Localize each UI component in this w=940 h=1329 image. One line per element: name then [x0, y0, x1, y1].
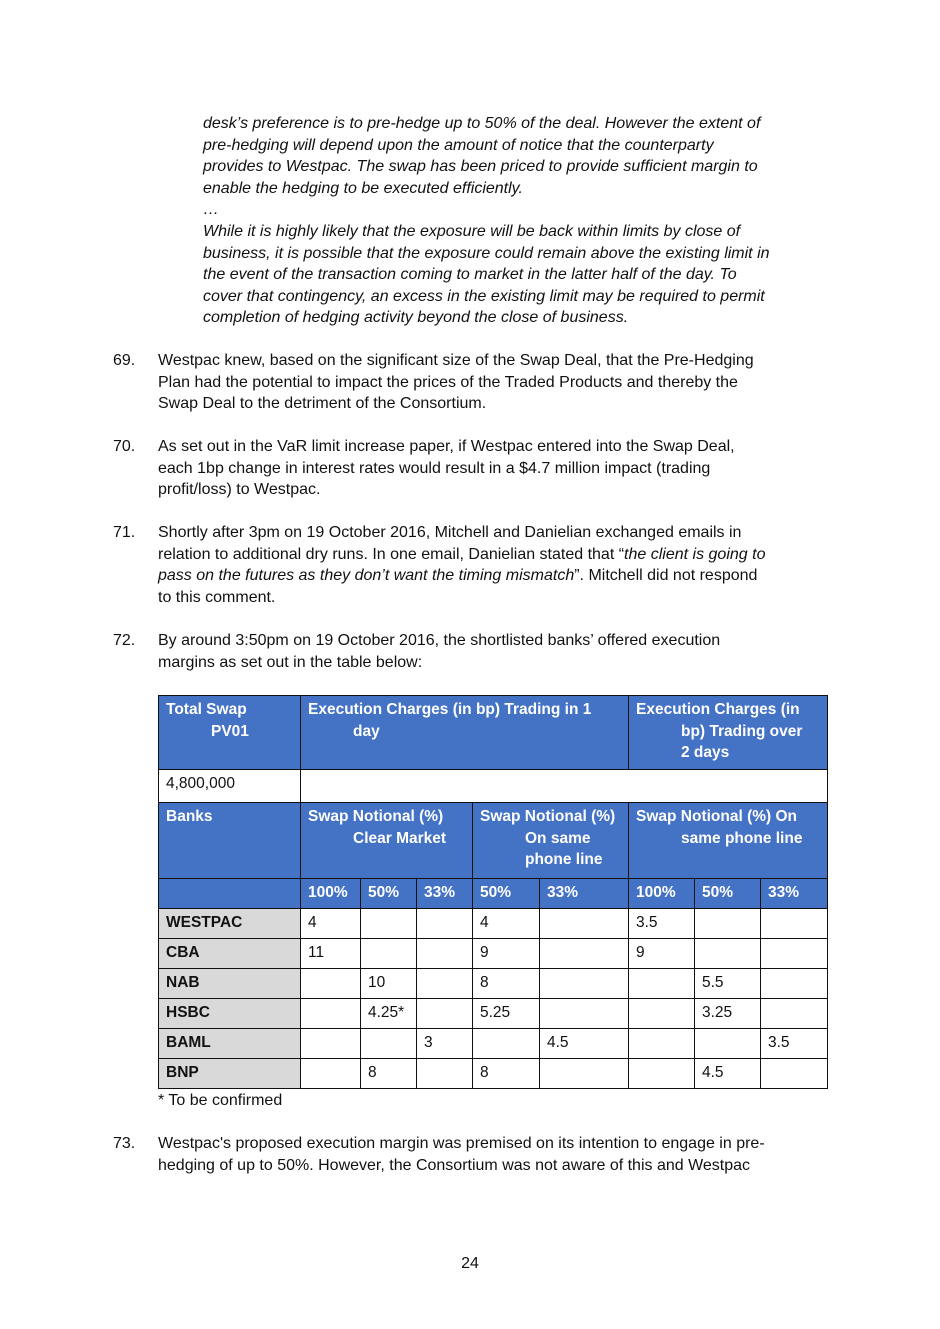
table-footnote: * To be confirmed — [158, 1092, 283, 1109]
paragraph-text — [158, 1133, 828, 1176]
table-cell — [629, 1059, 695, 1089]
paragraph-line: to this comment. — [158, 588, 276, 606]
paragraph-line: Plan had the potential to impact the prices of the Traded Products and thereby the — [158, 373, 738, 391]
table-cell — [540, 969, 629, 999]
table-cell — [629, 969, 695, 999]
table-cell — [629, 1029, 695, 1059]
table-cell: 9 — [629, 939, 695, 969]
paragraph-line: profit/loss) to Westpac. — [158, 481, 321, 499]
paragraph-line: each 1bp change in interest rates would result in a $4.7 million impact (trading — [158, 459, 711, 477]
paragraph-line: As set out in the VaR limit increase paper, if Westpac entered into the Swap Deal, — [158, 438, 735, 455]
paragraph-line: Westpac's proposed execution margin was premised on its intention to engage in pre- — [158, 1135, 765, 1152]
header-text: On same — [525, 829, 591, 847]
paragraph-text — [158, 522, 828, 608]
table-cell: 4 — [301, 909, 361, 939]
header-same-phone-line — [473, 803, 629, 879]
header-text: Total Swap — [166, 701, 247, 718]
table-cell — [761, 909, 828, 939]
table-cell — [695, 909, 761, 939]
table-cell — [301, 1029, 361, 1059]
pct-header: 33% — [417, 879, 473, 909]
table-cell — [540, 939, 629, 969]
paragraph-number: 71. — [113, 524, 136, 541]
table-cell — [417, 909, 473, 939]
table-row — [159, 770, 828, 803]
header-text: Execution Charges (in — [636, 701, 800, 718]
table-cell — [695, 1029, 761, 1059]
pct-header: 100% — [301, 879, 361, 909]
table-row — [159, 939, 828, 969]
table-cell — [540, 909, 629, 939]
paragraph-number: 72. — [113, 632, 136, 649]
table-cell: 4 — [473, 909, 540, 939]
table-row — [159, 969, 828, 999]
table-cell — [361, 1029, 417, 1059]
header-banks: Banks — [159, 803, 301, 879]
table-cell: 10 — [361, 969, 417, 999]
table-cell: 4.25* — [361, 999, 417, 1029]
paragraph-text — [158, 436, 828, 501]
execution-charges-table — [158, 695, 828, 1089]
paragraph-line: Swap Deal to the detriment of the Consortium. — [158, 395, 487, 413]
paragraph-line: By around 3:50pm on 19 October 2016, the shortlisted banks’ offered execution — [158, 632, 721, 649]
table-subheader-row — [159, 803, 828, 879]
bank-name: BAML — [159, 1029, 301, 1059]
table-cell — [761, 969, 828, 999]
quote-line: provides to Westpac. The swap has been priced to provide sufficient margin to — [203, 158, 758, 176]
pv01-value: 4,800,000 — [159, 770, 301, 803]
pct-header: 50% — [361, 879, 417, 909]
table-cell: 8 — [473, 1059, 540, 1089]
table-cell — [761, 999, 828, 1029]
table-cell — [473, 1029, 540, 1059]
table-cell — [301, 1059, 361, 1089]
quote-line: cover that contingency, an excess in the existing limit may be required to permit — [203, 287, 765, 305]
table-row — [159, 909, 828, 939]
table-cell — [417, 1059, 473, 1089]
table-cell: 9 — [473, 939, 540, 969]
paragraph-number: 70. — [113, 438, 136, 455]
table-cell: 11 — [301, 939, 361, 969]
table-header-row — [159, 696, 828, 770]
table-cell — [695, 939, 761, 969]
paragraph-line: margins as set out in the table below: — [158, 653, 423, 671]
paragraph-text-segment: relation to additional dry runs. In one email, Danielian stated that “ — [158, 545, 625, 563]
quote-line: desk’s preference is to pre-hedge up to 50% of the deal. However the extent of — [203, 115, 761, 132]
pct-header: 33% — [540, 879, 629, 909]
table-cell — [540, 999, 629, 1029]
table-cell — [417, 969, 473, 999]
empty-cell — [301, 770, 828, 803]
header-text: Swap Notional (%) On — [636, 808, 798, 825]
paragraph-line — [158, 544, 828, 566]
empty-header-cell — [159, 879, 301, 909]
header-clear-market — [301, 803, 473, 879]
table-cell — [417, 939, 473, 969]
table-cell — [629, 999, 695, 1029]
quoted-email-text: pass on the futures as they don’t want the timing mismatch — [158, 567, 575, 585]
pct-header: 50% — [695, 879, 761, 909]
paragraph-number: 69. — [113, 352, 136, 369]
table-cell: 5.25 — [473, 999, 540, 1029]
bank-name: CBA — [159, 939, 301, 969]
header-text: day — [353, 722, 380, 740]
header-same-phone-line-2-days — [629, 803, 828, 879]
header-one-day — [301, 696, 629, 770]
header-total-swap-pv01 — [159, 696, 301, 770]
table-cell: 4.5 — [695, 1059, 761, 1089]
table-row — [159, 1029, 828, 1059]
table-cell: 3 — [417, 1029, 473, 1059]
bank-name: NAB — [159, 969, 301, 999]
table-cell: 3.5 — [761, 1029, 828, 1059]
quoted-email-text: the client is going to — [624, 545, 766, 563]
quote-line: enable the hedging to be executed efficiently. — [203, 179, 523, 197]
quote-line: business, it is possible that the exposure could remain above the existing limit in — [203, 244, 770, 262]
table-cell — [361, 909, 417, 939]
paragraph-line: Shortly after 3pm on 19 October 2016, Mitchell and Danielian exchanged emails in — [158, 524, 742, 541]
paragraph-text — [158, 630, 828, 673]
header-text: PV01 — [211, 722, 249, 740]
bank-name: WESTPAC — [159, 909, 301, 939]
bank-name: BNP — [159, 1059, 301, 1089]
header-text: Swap Notional (%) — [480, 808, 616, 825]
pct-header: 33% — [761, 879, 828, 909]
header-text: Execution Charges (in bp) Trading in 1 — [308, 701, 592, 718]
table-cell: 3.25 — [695, 999, 761, 1029]
table-cell: 4.5 — [540, 1029, 629, 1059]
table-row — [159, 999, 828, 1029]
header-text: same phone line — [681, 829, 803, 847]
table-cell — [361, 939, 417, 969]
table-cell: 3.5 — [629, 909, 695, 939]
paragraph-text — [158, 350, 828, 415]
header-text: phone line — [525, 851, 603, 869]
quote-ellipsis: … — [203, 201, 219, 219]
table-cell: 8 — [473, 969, 540, 999]
table-cell — [301, 969, 361, 999]
table-cell — [417, 999, 473, 1029]
paragraph-line: Westpac knew, based on the significant size of the Swap Deal, that the Pre-Hedging — [158, 352, 754, 369]
header-text: bp) Trading over — [681, 722, 803, 740]
table-row — [159, 1059, 828, 1089]
table-cell — [540, 1059, 629, 1089]
pct-header: 50% — [473, 879, 540, 909]
table-cell: 5.5 — [695, 969, 761, 999]
paragraph-text-segment: ”. Mitchell did not respond — [574, 567, 758, 585]
header-text: Swap Notional (%) — [308, 808, 444, 825]
paragraph-line: hedging of up to 50%. However, the Consortium was not aware of this and Westpac — [158, 1156, 751, 1174]
quote-line: pre-hedging will depend upon the amount of notice that the counterparty — [203, 136, 714, 154]
table-cell — [761, 939, 828, 969]
block-quote — [203, 113, 828, 329]
header-text: 2 days — [681, 744, 730, 762]
header-text: Clear Market — [353, 829, 447, 847]
header-two-days — [629, 696, 828, 770]
quote-line: While it is highly likely that the exposure will be back within limits by close of — [203, 222, 741, 240]
quote-line: the event of the transaction coming to market in the latter half of the day. To — [203, 266, 737, 284]
table-cell: 8 — [361, 1059, 417, 1089]
table-cell — [301, 999, 361, 1029]
bank-name: HSBC — [159, 999, 301, 1029]
table-cell — [761, 1059, 828, 1089]
page-number: 24 — [461, 1255, 479, 1272]
paragraph-line — [158, 565, 828, 587]
paragraph-number: 73. — [113, 1135, 136, 1152]
quote-line: completion of hedging activity beyond the close of business. — [203, 309, 629, 327]
table-pct-row — [159, 879, 828, 909]
pct-header: 100% — [629, 879, 695, 909]
